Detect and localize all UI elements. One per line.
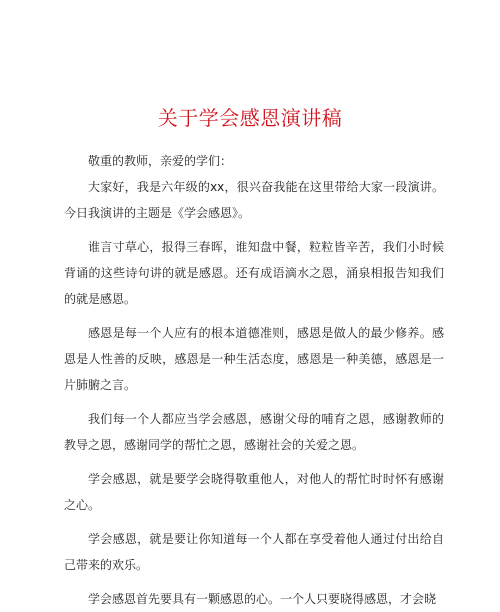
document-body: [64, 148, 444, 612]
body-paragraph: 学会感恩，就是要学会晓得敬重他人，对他人的帮忙时时怀有感谢之心。: [64, 472, 444, 512]
body-paragraph: 我们每一个人都应当学会感恩，感谢父母的哺育之恩，感谢教师的教导之恩，感谢同学的帮忙之恩，感谢社会的关爱之恩。: [64, 412, 444, 452]
greeting-paragraph: 敬重的教师，亲爱的学们：: [88, 154, 233, 168]
body-paragraph: 学会感恩首先要具有一颗感恩的心。一个人只要晓得感恩，才会晓: [88, 592, 437, 606]
body-paragraph: 感恩是每一个人应有的根本道德准则，感恩是做人的最少修养。感恩是人性善的反映，感恩是一种生活态度，感恩是一种美德，感恩是一片肺腑之言。: [64, 326, 444, 392]
document-title: 关于学会感恩演讲稿: [157, 106, 343, 130]
body-paragraph: 谁言寸草心，报得三春晖，谁知盘中餐，粒粒皆辛苦，我们小时候背诵的这些诗句讲的就是感恩。还有成语滴水之恩，涌泉相报告知我们的就是感恩。: [64, 240, 444, 306]
body-paragraph: 大家好，我是六年级的xx，很兴奋我能在这里带给大家一段演讲。今日我演讲的主题是《学会感恩》。: [64, 180, 444, 220]
body-paragraph: 学会感恩，就是要让你知道每一个人都在享受着他人通过付出给自己带来的欢乐。: [64, 532, 444, 572]
